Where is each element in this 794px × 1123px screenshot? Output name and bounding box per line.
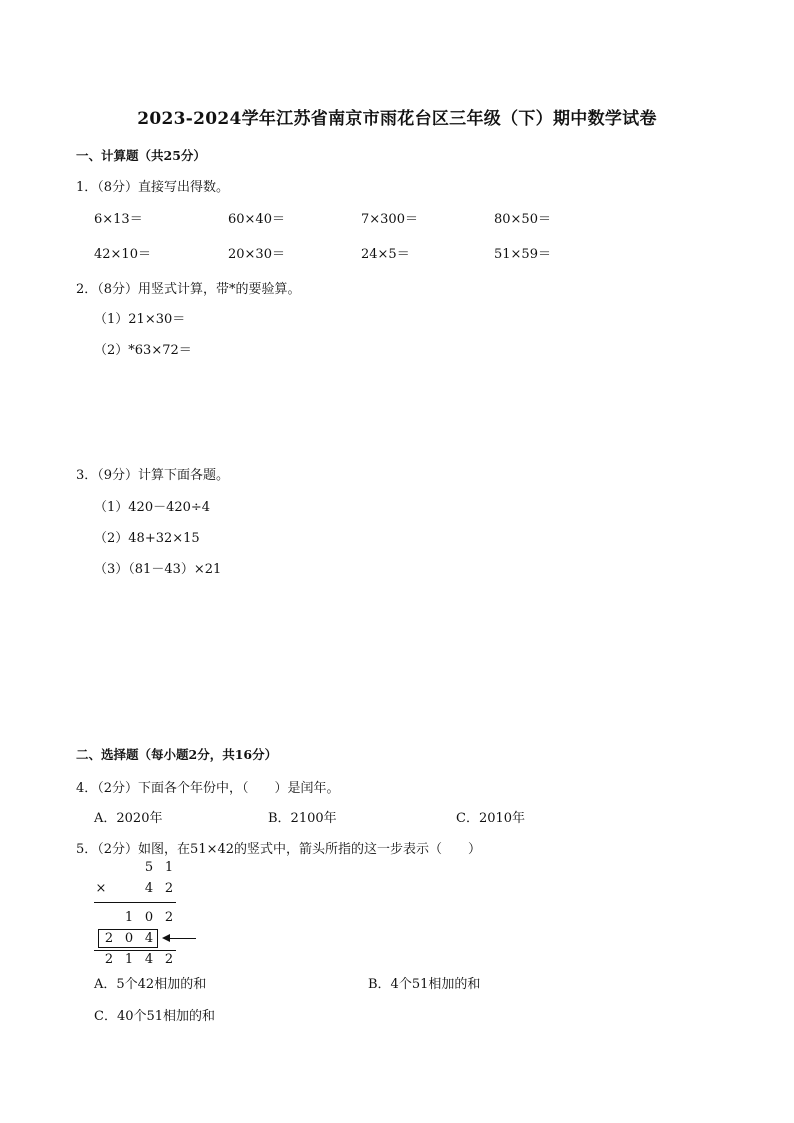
question-3-stem: 3．（9分）计算下面各题。 [76,468,230,483]
question-4-stem: 4．（2分）下面各个年份中，（ ）是闰年。 [76,781,340,796]
q1-item: 42×10＝ [94,247,151,262]
digit: 4 [144,952,154,967]
q5-option-b[interactable]: B．4个51相加的和 [368,977,481,992]
section-heading-calculation: 一、计算题（共25分） [76,148,206,163]
q1-item: 6×13＝ [94,212,143,227]
digit: 2 [164,910,174,925]
q1-item: 20×30＝ [228,247,285,262]
q2-item: （2）*63×72＝ [94,343,192,358]
page-title: 2023-2024学年江苏省南京市雨花台区三年级（下）期中数学试卷 [137,109,657,129]
q5-option-c[interactable]: C．40个51相加的和 [94,1009,216,1024]
q1-item: 80×50＝ [494,212,551,227]
digit: 0 [144,910,154,925]
multiply-sign: × [95,881,107,896]
q1-item: 7×300＝ [361,212,418,227]
digit: 4 [144,931,154,946]
digit: 2 [104,952,114,967]
question-5-stem: 5．（2分）如图，在51×42的竖式中，箭头所指的这一步表示（ ） [76,842,482,857]
q4-option-b[interactable]: B．2100年 [268,811,337,826]
q4-option-a[interactable]: A．2020年 [94,811,163,826]
q3-item: （2）48+32×15 [94,531,200,546]
q4-option-c[interactable]: C．2010年 [456,811,526,826]
digit: 5 [144,860,154,875]
digit: 1 [124,952,134,967]
q3-item: （3）（81－43）×21 [94,562,222,577]
question-1-stem: 1．（8分）直接写出得数。 [76,180,230,195]
q1-item: 51×59＝ [494,247,551,262]
q5-option-a[interactable]: A．5个42相加的和 [94,977,207,992]
sum-line [94,902,176,903]
result-line [94,950,176,951]
q1-item: 24×5＝ [361,247,410,262]
digit: 4 [144,881,154,896]
q1-item: 60×40＝ [228,212,285,227]
section-heading-choice: 二、选择题（每小题2分，共16分） [76,747,278,762]
digit: 2 [164,952,174,967]
vertical-multiplication-figure [92,858,202,970]
digit: 2 [104,931,114,946]
q2-item: （1）21×30＝ [94,312,186,327]
q3-item: （1）420－420÷4 [94,500,211,515]
digit: 2 [164,881,174,896]
digit: 1 [124,910,134,925]
digit: 1 [164,860,174,875]
question-2-stem: 2．（8分）用竖式计算，带*的要验算。 [76,282,301,297]
arrow-shaft [168,938,196,939]
digit: 0 [124,931,134,946]
